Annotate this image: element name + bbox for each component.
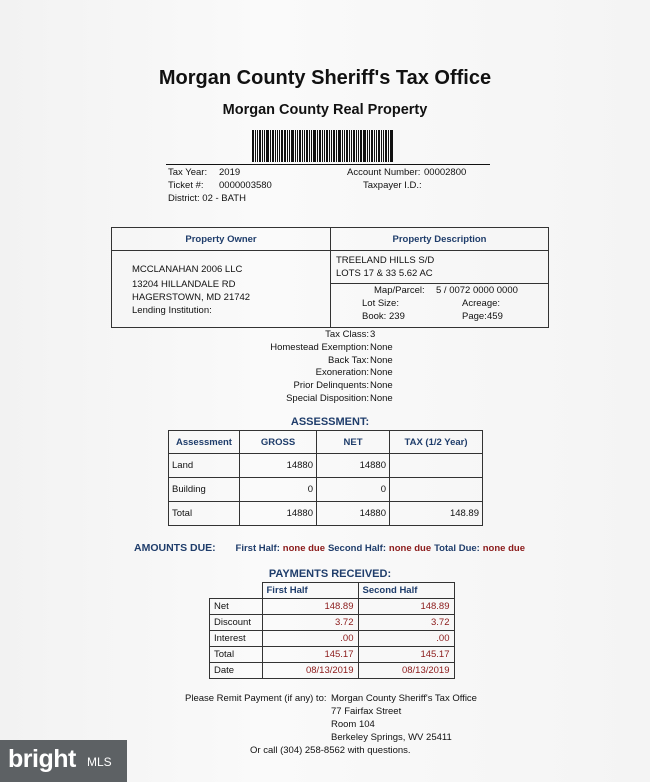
barcode-bar	[385, 130, 387, 162]
description-line-2: LOTS 17 & 33 5.62 AC	[336, 268, 433, 279]
lending-institution: Lending Institution:	[132, 305, 212, 316]
barcode-bar	[317, 130, 318, 162]
map-parcel: 5 / 0072 0000 0000	[436, 285, 518, 296]
barcode-bar	[371, 130, 373, 162]
payments-heading: PAYMENTS RECEIVED:	[268, 568, 392, 580]
payments-table	[209, 582, 455, 679]
status-value: None	[370, 380, 393, 392]
payment-row	[210, 647, 455, 663]
logo-suffix: MLS	[87, 755, 112, 769]
assessment-cell-tax	[390, 454, 483, 478]
barcode-bar	[367, 130, 368, 162]
remit-line-3: Room 104	[331, 719, 375, 730]
payment-cell-first: 08/13/2019	[262, 663, 358, 679]
barcode-bar	[287, 130, 288, 162]
book: 239	[389, 311, 405, 322]
payment-cell-second: 148.89	[358, 599, 454, 615]
status-label: Back Tax:	[327, 354, 369, 366]
barcode-bar	[383, 130, 384, 162]
barcode-bar	[257, 130, 258, 162]
barcode-bar	[388, 130, 389, 162]
barcode-bar	[281, 130, 283, 162]
first-half-label: First Half:	[235, 543, 280, 554]
assessment-col-net: NET	[317, 431, 390, 454]
barcode-bar	[291, 130, 294, 162]
barcode-bar	[252, 130, 254, 162]
property-box-header-line	[112, 250, 548, 251]
barcode-bar	[390, 130, 393, 162]
status-label: Special Disposition:	[286, 393, 369, 404]
barcode-bar	[309, 130, 310, 162]
page-title: Morgan County Sheriff's Tax Office	[158, 67, 492, 89]
barcode-bar	[304, 130, 305, 162]
payments-col-first: First Half	[262, 583, 358, 599]
payments-col-second: Second Half	[358, 583, 454, 599]
second-half-due: none due	[388, 543, 432, 554]
payment-cell-label: Interest	[210, 631, 263, 647]
payment-row	[210, 631, 455, 647]
barcode-bar	[259, 130, 261, 162]
barcode-bar	[356, 130, 357, 162]
barcode-bar	[374, 130, 375, 162]
bright-mls-logo	[0, 740, 127, 782]
taxpayer-id-label: Taxpayer I.D.:	[363, 180, 422, 191]
assessment-cell-label: Land	[169, 454, 240, 478]
barcode-bar	[279, 130, 280, 162]
remit-line-4: Berkeley Springs, WV 25411	[331, 732, 452, 743]
map-parcel-label: Map/Parcel:	[374, 285, 425, 296]
assessment-table	[168, 430, 483, 526]
status-value: None	[370, 354, 393, 366]
barcode-bar	[344, 130, 345, 162]
barcode-bar	[376, 130, 377, 162]
barcode-bar	[299, 130, 301, 162]
page: 459	[487, 311, 503, 322]
barcode-bar	[342, 130, 343, 162]
barcode-bar	[275, 130, 276, 162]
payment-row	[210, 615, 455, 631]
remit-line-1: Morgan County Sheriff's Tax Office	[331, 693, 477, 704]
page-subtitle: Morgan County Real Property	[222, 102, 428, 118]
barcode-bar	[353, 130, 355, 162]
assessment-cell-tax	[390, 478, 483, 502]
assessment-cell-label: Total	[169, 502, 240, 526]
assessment-row	[169, 478, 483, 502]
remit-label: Please Remit Payment (if any) to:	[185, 693, 327, 704]
book-label: Book:	[362, 311, 387, 322]
barcode-bar	[264, 130, 265, 162]
barcode-bar	[329, 130, 330, 162]
payments-corner	[210, 583, 263, 599]
status-value: None	[370, 341, 393, 353]
first-half-due: none due	[282, 543, 326, 554]
amounts-due	[134, 542, 525, 554]
ticket-label: Ticket #:	[168, 180, 204, 191]
assessment-col-tax: TAX (1/2 Year)	[390, 431, 483, 454]
barcode-bar	[262, 130, 263, 162]
barcode-bar	[277, 130, 278, 162]
assessment-cell-net: 14880	[317, 502, 390, 526]
barcode-bar	[338, 130, 341, 162]
barcode-bar	[295, 130, 296, 162]
assessment-cell-net: 0	[317, 478, 390, 502]
assessment-header-row	[169, 431, 483, 454]
barcode-bar	[272, 130, 274, 162]
total-due: none due	[482, 543, 525, 554]
status-value: None	[370, 367, 393, 379]
barcode-bar	[326, 130, 328, 162]
payment-cell-second: 3.72	[358, 615, 454, 631]
status-value: None	[370, 393, 393, 404]
barcode-bar	[313, 130, 316, 162]
payment-cell-label: Total	[210, 647, 263, 663]
tax-year-label: Tax Year:	[168, 167, 208, 178]
barcode-bar	[284, 130, 286, 162]
lot-size-label: Lot Size:	[362, 298, 399, 309]
remit-line-2: 77 Fairfax Street	[331, 706, 402, 717]
barcode-bar	[336, 130, 337, 162]
barcode-bar	[297, 130, 298, 162]
barcode	[252, 130, 407, 162]
barcode-bar	[363, 130, 366, 162]
barcode-bar	[302, 130, 303, 162]
barcode-bar	[306, 130, 308, 162]
barcode-bar	[358, 130, 359, 162]
payment-cell-label: Date	[210, 663, 263, 679]
assessment-col-gross: GROSS	[240, 431, 317, 454]
page-label: Page:	[462, 311, 487, 322]
barcode-bar	[349, 130, 350, 162]
payment-cell-second: 08/13/2019	[358, 663, 454, 679]
total-due-label: Total Due:	[434, 543, 480, 554]
assessment-cell-gross: 0	[240, 478, 317, 502]
barcode-bar	[289, 130, 290, 162]
assessment-cell-net: 14880	[317, 454, 390, 478]
amounts-due-heading: AMOUNTS DUE:	[134, 542, 216, 554]
assessment-col-assessment: Assessment	[169, 431, 240, 454]
barcode-bar	[351, 130, 352, 162]
second-half-label: Second Half:	[327, 543, 386, 554]
payment-row	[210, 599, 455, 615]
assessment-cell-tax: 148.89	[390, 502, 483, 526]
header-divider	[166, 164, 490, 165]
status-label: Homestead Exemption:	[270, 341, 369, 353]
property-description-heading: Property Description	[392, 234, 487, 245]
payments-header-row	[210, 583, 455, 599]
status-value: 3	[370, 329, 376, 340]
owner-address-1: 13204 HILLANDALE RD	[132, 279, 236, 290]
payment-cell-first: .00	[262, 631, 358, 647]
barcode-bar	[381, 130, 382, 162]
contact-line: Or call (304) 258-8562 with questions.	[250, 745, 411, 756]
barcode-bar	[255, 130, 256, 162]
barcode-bar	[322, 130, 323, 162]
tax-year: 2019	[219, 167, 241, 178]
district: District: 02 - BATH	[168, 193, 246, 204]
barcode-bar	[333, 130, 335, 162]
assessment-row	[169, 454, 483, 478]
assessment-row	[169, 502, 483, 526]
assessment-cell-label: Building	[169, 478, 240, 502]
payment-cell-second: .00	[358, 631, 454, 647]
payment-cell-first: 3.72	[262, 615, 358, 631]
owner-address-2: HAGERSTOWN, MD 21742	[132, 292, 251, 303]
assessment-heading: ASSESSMENT:	[290, 416, 370, 428]
property-box	[111, 227, 549, 328]
owner-name: MCCLANAHAN 2006 LLC	[132, 264, 243, 275]
barcode-bar	[346, 130, 348, 162]
payment-cell-first: 148.89	[262, 599, 358, 615]
barcode-bar	[378, 130, 380, 162]
barcode-bar	[369, 130, 370, 162]
acreage-label: Acreage:	[462, 298, 501, 309]
payment-cell-first: 145.17	[262, 647, 358, 663]
payment-cell-label: Discount	[210, 615, 263, 631]
barcode-bar	[266, 130, 269, 162]
barcode-bar	[319, 130, 321, 162]
payment-cell-label: Net	[210, 599, 263, 615]
barcode-bar	[270, 130, 271, 162]
assessment-cell-gross: 14880	[240, 502, 317, 526]
account-label: Account Number:	[347, 167, 421, 178]
property-owner-heading: Property Owner	[185, 234, 257, 245]
barcode-bar	[311, 130, 312, 162]
description-divider	[331, 283, 548, 284]
status-label: Tax Class:	[325, 329, 369, 340]
assessment-cell-gross: 14880	[240, 454, 317, 478]
description-line-1: TREELAND HILLS S/D	[336, 255, 435, 266]
barcode-bar	[331, 130, 332, 162]
barcode-bar	[360, 130, 362, 162]
logo-brand: bright	[8, 745, 76, 773]
barcode-bar	[324, 130, 325, 162]
status-label: Prior Delinquents:	[293, 380, 369, 392]
payment-row	[210, 663, 455, 679]
account-number: 00002800	[424, 167, 467, 178]
payment-cell-second: 145.17	[358, 647, 454, 663]
status-label: Exoneration:	[315, 367, 369, 379]
ticket-number: 0000003580	[219, 180, 272, 191]
